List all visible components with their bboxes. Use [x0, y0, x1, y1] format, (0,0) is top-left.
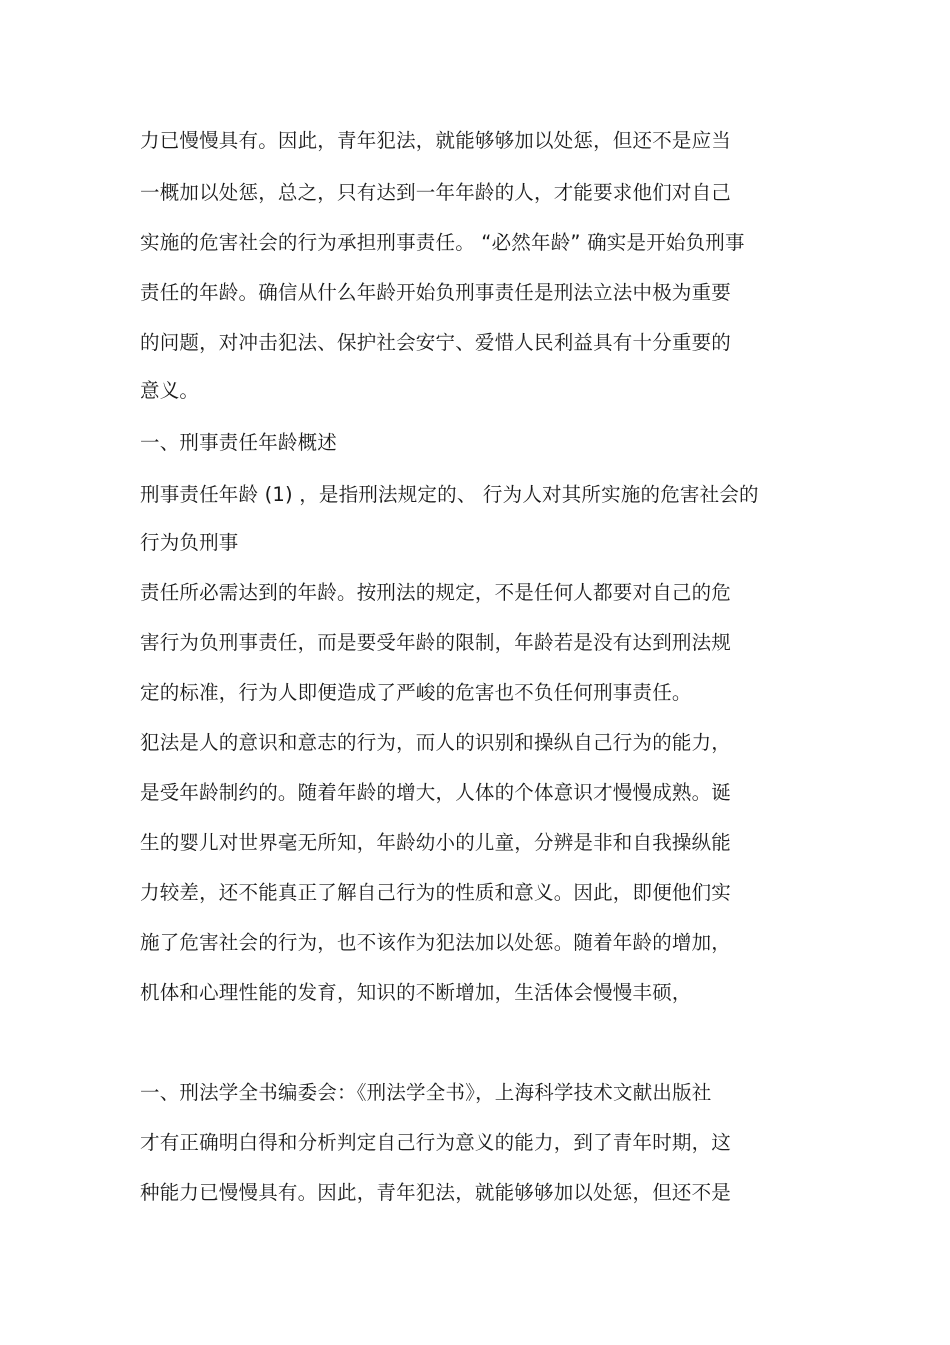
text-line: 行为负刑事: [140, 531, 239, 554]
text-line: 力已慢慢具有。因此，青年犯法，就能够够加以处惩，但还不是应当: [140, 129, 732, 152]
text-line: 施了危害社会的行为，也不该作为犯法加以处惩。随着年龄的增加，: [140, 931, 732, 954]
text-line: 责任所必需达到的年龄。按刑法的规定，不是任何人都要对自己的危: [140, 581, 732, 604]
text-line: 实施的危害社会的行为承担刑事责任。 “必然年龄” 确实是开始负刑事: [140, 231, 745, 254]
text-line: 害行为负刑事责任，而是要受年龄的限制，年龄若是没有达到刑法规: [140, 631, 732, 654]
text-line: 种能力已慢慢具有。因此，青年犯法，就能够够加以处惩，但还不是: [140, 1181, 732, 1204]
text-line: 的问题，对冲击犯法、保护社会安宁、爱惜人民利益具有十分重要的: [140, 331, 732, 354]
text-line: 犯法是人的意识和意志的行为，而人的识别和操纵自己行为的能力，: [140, 731, 732, 754]
text-line: 机体和心理性能的发育，知识的不断增加，生活体会慢慢丰硕，: [140, 981, 692, 1004]
text-line: 责任的年龄。确信从什么年龄开始负刑事责任是刑法立法中极为重要: [140, 281, 732, 304]
text-line: 一概加以处惩，总之，只有达到一年年龄的人，才能要求他们对自己: [140, 181, 732, 204]
section-heading: 一、刑事责任年龄概述: [140, 431, 338, 454]
text-line: 才有正确明白得和分析判定自己行为意义的能力，到了青年时期，这: [140, 1131, 732, 1154]
footnote-line: 一、刑法学全书编委会：《刑法学全书》，上海科学技术文献出版社: [140, 1081, 712, 1104]
text-line: 刑事责任年龄 (1) ，是指刑法规定的、 行为人对其所实施的危害社会的: [140, 483, 759, 506]
text-line: 力较差，还不能真正了解自己行为的性质和意义。因此，即便他们实: [140, 881, 732, 904]
text-line: 生的婴儿对世界毫无所知，年龄幼小的儿童，分辨是非和自我操纵能: [140, 831, 732, 854]
text-line: 意义。: [140, 379, 200, 402]
text-line: 定的标准，行为人即便造成了严峻的危害也不负任何刑事责任。: [140, 681, 692, 704]
text-line: 是受年龄制约的。随着年龄的增大，人体的个体意识才慢慢成熟。诞: [140, 781, 732, 804]
